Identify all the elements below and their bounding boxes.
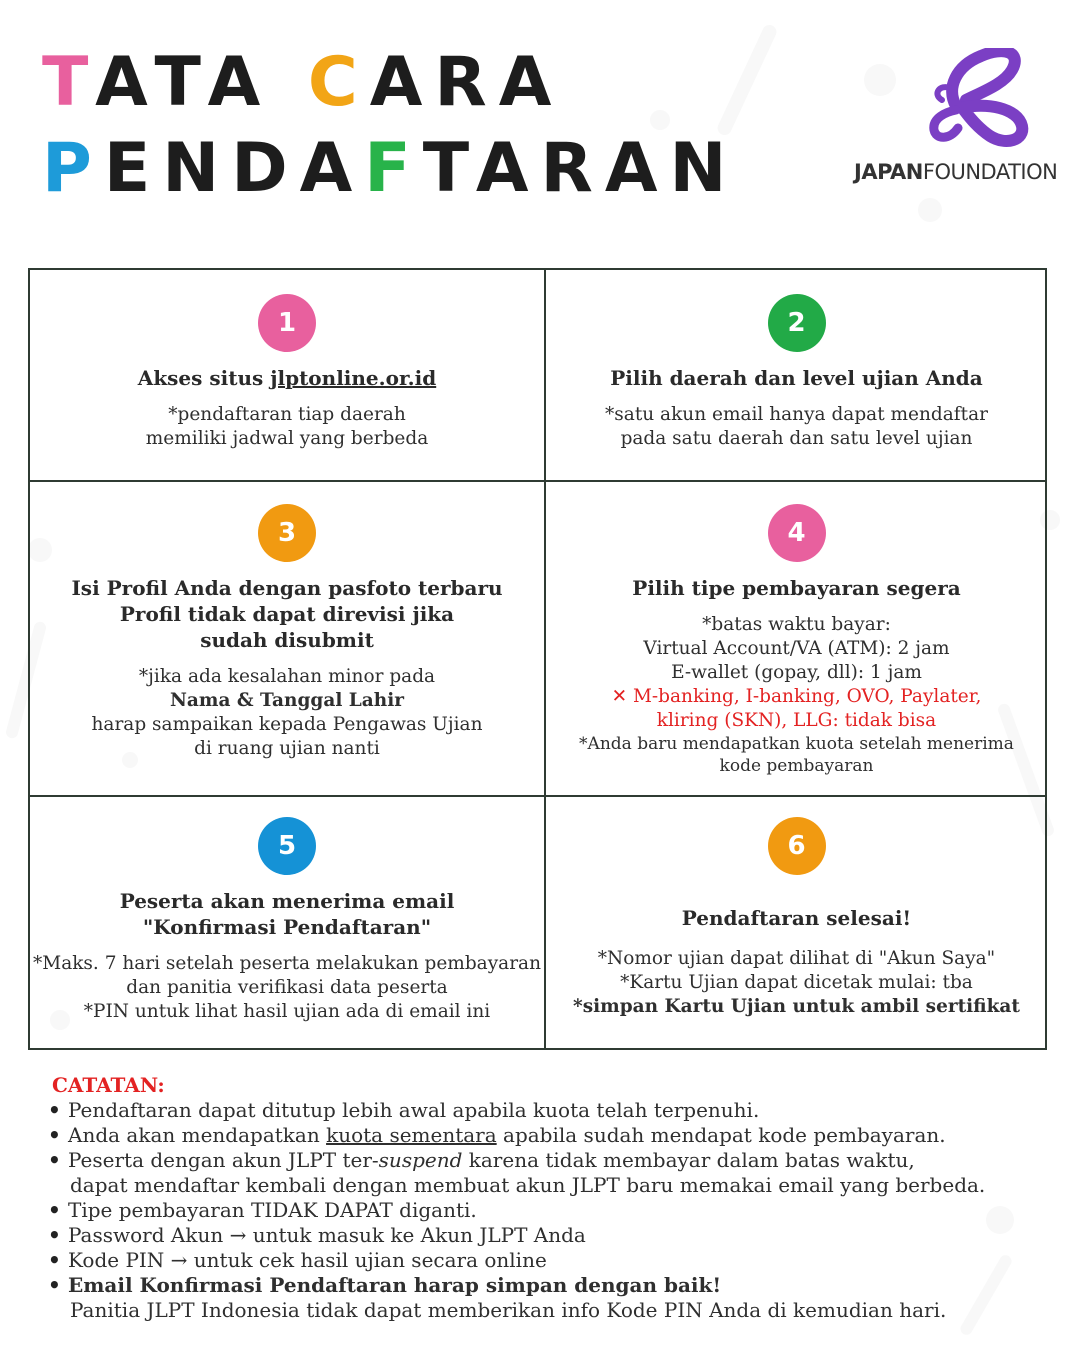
list-item-subline: Panitia JLPT Indonesia tidak dapat memberikan info Kode PIN Anda di kemudian hari. (70, 1298, 947, 1322)
footnote (546, 733, 1047, 777)
note-line: *jika ada kesalahan minor pada (138, 666, 436, 687)
note-line: E-wallet (gopay, dll): 1 jam (671, 662, 922, 683)
step-card-3 (30, 482, 546, 797)
note-line: di ruang ujian nanti (194, 738, 380, 759)
list-item (48, 1273, 1048, 1323)
note-line: *batas waktu bayar: (702, 614, 891, 635)
title-line-2 (42, 126, 738, 212)
list-item-text: karena tidak membayar dalam batas waktu, (462, 1148, 915, 1172)
cross-icon: ✕ (611, 686, 628, 707)
heading-line: sudah disubmit (200, 628, 374, 652)
step-number-badge: 1 (258, 294, 316, 352)
step-heading: Pilih daerah dan level ujian Anda (610, 366, 983, 390)
step-number-badge: 2 (768, 294, 826, 352)
note-line: harap sampaikan kepada Pengawas Ujian (91, 714, 483, 735)
note-line: *Kartu Ujian dapat dicetak mulai: tba (620, 972, 973, 993)
step-heading: Pilih tipe pembayaran segera (632, 576, 961, 600)
note-line: Virtual Account/VA (ATM): 2 jam (643, 638, 950, 659)
title-letter: F (364, 129, 423, 208)
list-item-text: Anda akan mendapatkan (68, 1123, 327, 1147)
footnote-line: kode pembayaran (719, 756, 874, 776)
step-card-6 (546, 797, 1047, 1048)
list-item-text: Peserta dengan akun JLPT ter- (68, 1148, 379, 1172)
title-text: ARA (369, 43, 564, 122)
note-line: *PIN untuk lihat hasil ujian ada di email ini (83, 1001, 491, 1022)
note-line: pada satu daerah dan satu level ujian (620, 428, 973, 449)
footnote-line: *Anda baru mendapatkan kuota setelah menerima (579, 734, 1014, 754)
step-heading (30, 365, 544, 391)
step-heading-text: Akses situs (137, 366, 271, 390)
list-item-text: apabila sudah mendapat kode pembayaran. (496, 1123, 946, 1147)
title-letter: T (42, 43, 96, 122)
list-item-italic: suspend (378, 1148, 463, 1172)
list-item-text: Tipe pembayaran TIDAK DAPAT diganti. (68, 1198, 477, 1222)
step-card-1 (30, 270, 546, 482)
step-card-5 (30, 797, 546, 1048)
logo-text-bold: JAPAN (854, 160, 923, 184)
step-card-2 (546, 270, 1047, 482)
note-line: *pendaftaran tiap daerah (168, 404, 406, 425)
payment-warning (546, 685, 1047, 709)
list-item-subline: dapat mendaftar kembali dengan membuat akun JLPT baru memakai email yang berbeda. (70, 1173, 986, 1197)
note-line: *satu akun email hanya dapat mendaftar (605, 404, 988, 425)
note-line: *Maks. 7 hari setelah peserta melakukan pembayaran (33, 953, 541, 974)
step-note (546, 947, 1047, 1019)
title-text: TARAN (422, 129, 739, 208)
list-item (48, 1248, 1048, 1273)
notes-list (48, 1098, 1048, 1323)
list-item-text: Password Akun → untuk masuk ke Akun JLPT Anda (68, 1223, 586, 1247)
jlptonline-link[interactable]: jlptonline.or.id (270, 366, 437, 390)
warning-line: M-banking, I-banking, OVO, Paylater, (632, 686, 982, 707)
steps-grid (28, 268, 1047, 1050)
note-line-bold: Nama & Tanggal Lahir (169, 690, 405, 711)
heading-line: Peserta akan menerima email (119, 889, 455, 913)
step-note (30, 665, 544, 761)
step-note (30, 403, 544, 451)
heading-line: "Konfirmasi Pendaftaran" (142, 915, 432, 939)
heading-line: Profil tidak dapat direvisi jika (119, 602, 455, 626)
list-item-underlined: kuota sementara (326, 1123, 497, 1147)
list-item-text: Kode PIN → untuk cek hasil ujian secara online (68, 1248, 547, 1272)
butterfly-logo-icon (926, 48, 1030, 148)
title-letter: C (307, 43, 370, 122)
page-title (42, 40, 738, 212)
logo-text-regular: FOUNDATION (922, 160, 1058, 184)
step-card-4 (546, 482, 1047, 797)
warning-line: kliring (SKN), LLG: tidak bisa (656, 710, 937, 731)
notes-section (48, 1072, 1048, 1323)
step-note (546, 403, 1047, 451)
japan-foundation-logo (848, 48, 1058, 198)
logo-text (854, 160, 1057, 184)
list-item (48, 1123, 1048, 1148)
note-line: dan panitia verifikasi data peserta (126, 977, 448, 998)
list-item (48, 1223, 1048, 1248)
list-item (48, 1098, 1048, 1123)
list-item-text: Email Konfirmasi Pendaftaran harap simpan dengan baik! (68, 1273, 722, 1297)
note-line: memiliki jadwal yang berbeda (145, 428, 429, 449)
step-heading: Pendaftaran selesai! (681, 906, 912, 930)
list-item (48, 1198, 1048, 1223)
title-line-1 (42, 40, 738, 126)
title-text: ENDA (103, 129, 365, 208)
step-heading (30, 888, 544, 940)
list-item-text: Pendaftaran dapat ditutup lebih awal apabila kuota telah terpenuhi. (68, 1098, 760, 1122)
list-item (48, 1148, 1048, 1198)
note-line: *Nomor ujian dapat dilihat di "Akun Saya" (597, 948, 996, 969)
notes-title: CATATAN: (52, 1073, 165, 1097)
step-heading (30, 575, 544, 653)
step-number-badge: 5 (258, 817, 316, 875)
heading-line: Isi Profil Anda dengan pasfoto terbaru (71, 576, 503, 600)
title-letter: P (42, 129, 104, 208)
step-note (546, 613, 1047, 777)
title-text: ATA (95, 43, 308, 122)
step-number-badge: 4 (768, 504, 826, 562)
step-note (30, 952, 544, 1024)
note-line-bold: *simpan Kartu Ujian untuk ambil sertifikat (573, 996, 1020, 1017)
step-number-badge: 3 (258, 504, 316, 562)
step-number-badge: 6 (768, 817, 826, 875)
